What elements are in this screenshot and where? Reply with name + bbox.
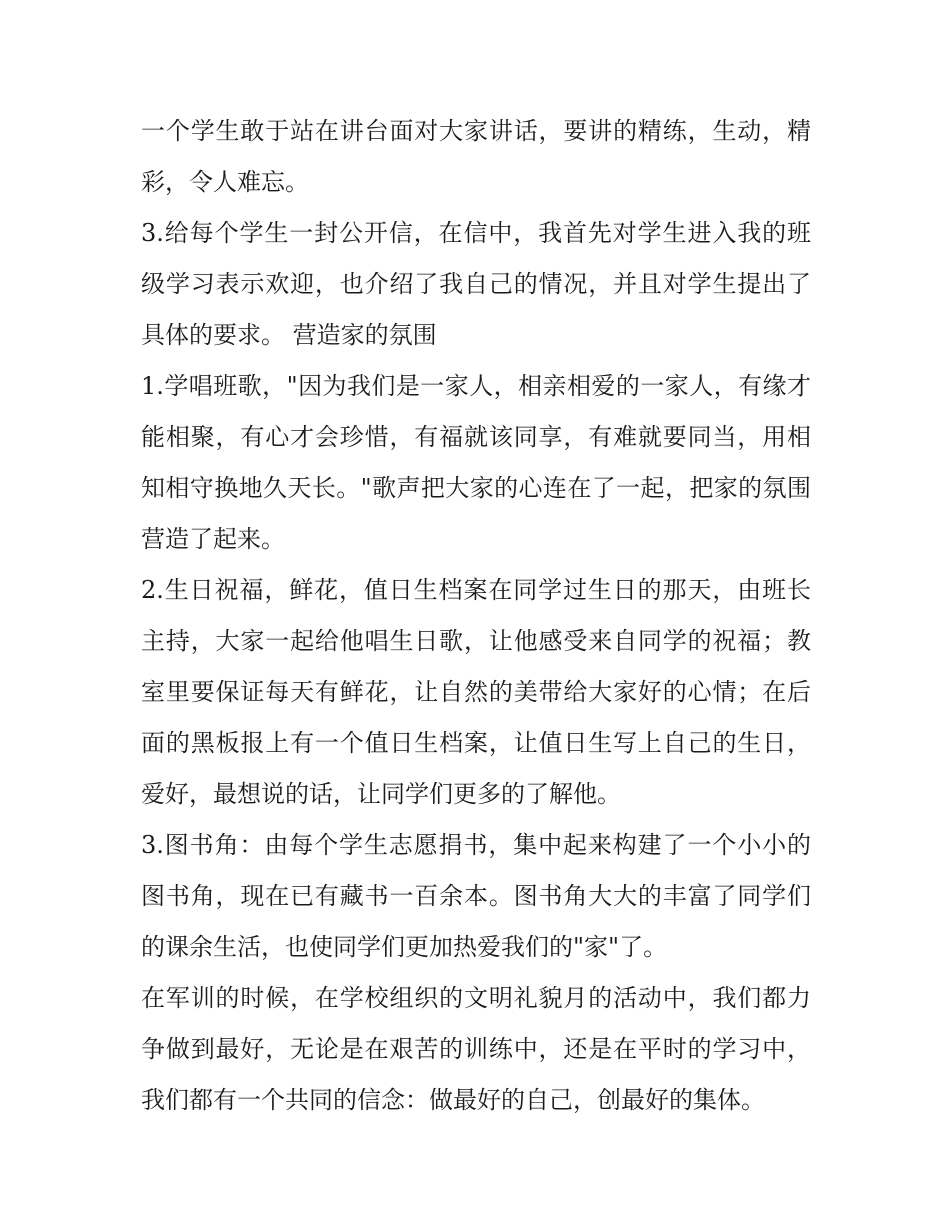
paragraph-class-song: 1.学唱班歌，"因为我们是一家人，相亲相爱的一家人，有缘才能相聚，有心才会珍惜，有福就该同享，有难就要同当，用相知相守换地久天长。"歌声把大家的心连在了一起，把家的氛围营造了起来。 (141, 372, 811, 553)
paragraph-open-letter: 3.给每个学生一封公开信，在信中，我首先对学生进入我的班级学习表示欢迎，也介绍了我自己的情况，并且对学生提出了具体的要求。 营造家的氛围 (141, 219, 811, 349)
document-body (141, 106, 811, 1126)
paragraph-book-corner: 3.图书角：由每个学生志愿捐书，集中起来构建了一个小小的图书角，现在已有藏书一百余本。图书角大大的丰富了同学们的课余生活，也使同学们更加热爱我们的"家"了。 (141, 831, 811, 961)
paragraph-intro-continuation: 一个学生敢于站在讲台面对大家讲话，要讲的精练，生动，精彩，令人难忘。 (141, 117, 811, 196)
paragraph-birthday-flowers: 2.生日祝福，鲜花，值日生档案在同学过生日的那天，由班长主持，大家一起给他唱生日歌，让他感受来自同学的祝福；教室里要保证每天有鲜花，让自然的美带给大家好的心情；在后面的黑板报上有一个值日生档案，让值日生写上自己的生日，爱好，最想说的话，让同学们更多的了解他。 (141, 576, 811, 808)
paragraph-military-training: 在军训的时候，在学校组织的文明礼貌月的活动中，我们都力争做到最好，无论是在艰苦的训练中，还是在平时的学习中，我们都有一个共同的信念：做最好的自己，创最好的集体。 (141, 984, 811, 1114)
